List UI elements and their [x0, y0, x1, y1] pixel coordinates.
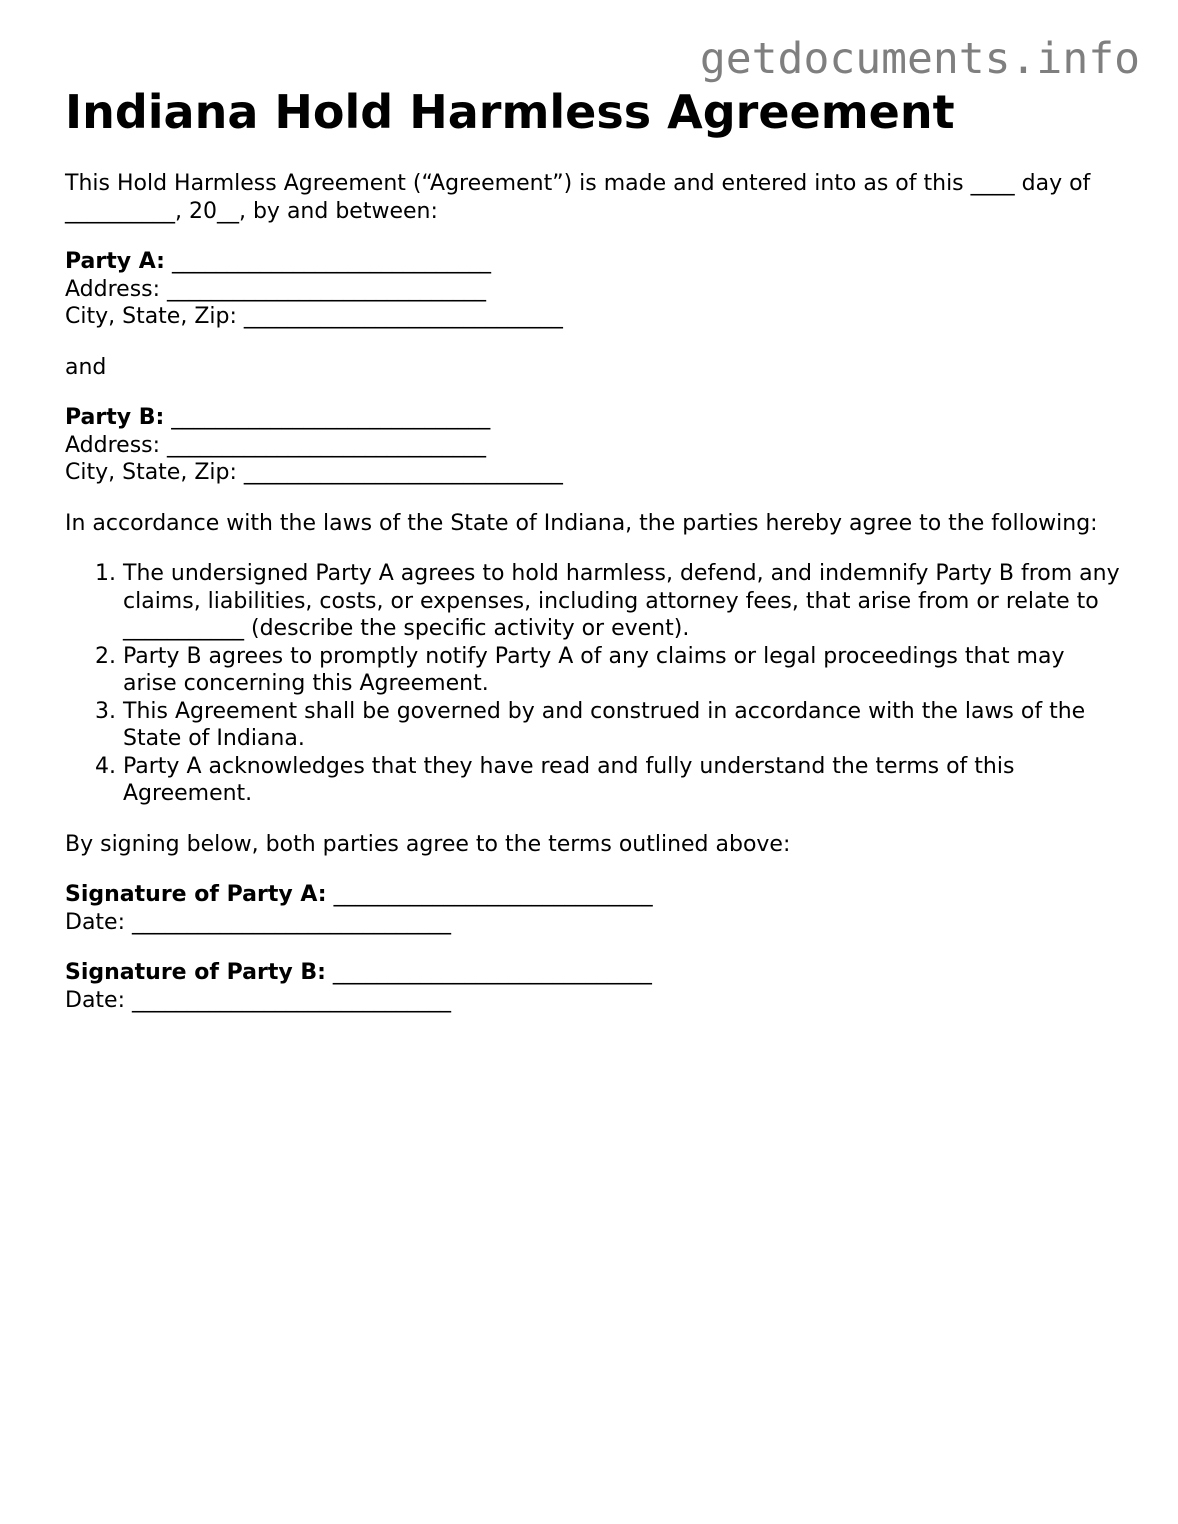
- signature-a-blank: _____________________________: [326, 882, 653, 907]
- term-item: 3. This Agreement shall be governed by and construed in accordance with the laws of the State of Indiana.: [123, 698, 1125, 753]
- closing-paragraph: By signing below, both parties agree to the terms outlined above:: [65, 831, 791, 857]
- document-page: [65, 84, 1125, 1014]
- intro-paragraph: This Hold Harmless Agreement (“Agreement”) is made and entered into as of this ____ day of __________, 20__, by and between:: [65, 171, 1091, 224]
- party-a-block: [65, 248, 1125, 331]
- term-item: 4. Party A acknowledges that they have read and fully understand the terms of this Agreement.: [123, 753, 1125, 808]
- signature-b-date-line: Date: _____________________________: [65, 987, 451, 1013]
- term-item: 1. The undersigned Party A agrees to hold harmless, defend, and indemnify Party B from any claims, liabilities, costs, or expenses, including attorney fees, that arise from or relate to ___________ (describe the specific activity or event).: [123, 560, 1125, 643]
- party-b-name-line: [65, 404, 1125, 432]
- signature-a-line: [65, 881, 1125, 909]
- party-b-city-line: City, State, Zip: _____________________________: [65, 460, 563, 485]
- party-a-city-line: City, State, Zip: _____________________________: [65, 304, 563, 329]
- watermark-text: getdocuments.info: [699, 34, 1140, 84]
- and-text: and: [65, 354, 107, 380]
- accordance-paragraph: In accordance with the laws of the State of Indiana, the parties hereby agree to the following:: [65, 510, 1098, 536]
- signature-a-label: Signature of Party A:: [65, 882, 327, 907]
- signature-b-blank: _____________________________: [325, 960, 652, 985]
- signature-b-label: Signature of Party B:: [65, 960, 326, 985]
- signature-b-line: [65, 959, 1125, 987]
- party-a-name-line: [65, 248, 1125, 276]
- signature-b-block: [65, 959, 1125, 1014]
- party-b-label: Party B:: [65, 405, 165, 430]
- party-b-name-blank: _____________________________: [164, 405, 491, 430]
- party-b-address-line: Address: _____________________________: [65, 432, 487, 458]
- term-item: 2. Party B agrees to promptly notify Party A of any claims or legal proceedings that may arise concerning this Agreement.: [123, 643, 1125, 698]
- terms-list: [65, 560, 1125, 808]
- signature-a-block: [65, 881, 1125, 936]
- signature-a-date-line: Date: _____________________________: [65, 909, 451, 935]
- party-a-address-line: Address: _____________________________: [65, 276, 487, 302]
- party-a-name-blank: _____________________________: [164, 249, 491, 274]
- document-title: Indiana Hold Harmless Agreement: [65, 85, 955, 139]
- party-a-label: Party A:: [65, 249, 165, 274]
- party-b-block: [65, 404, 1125, 487]
